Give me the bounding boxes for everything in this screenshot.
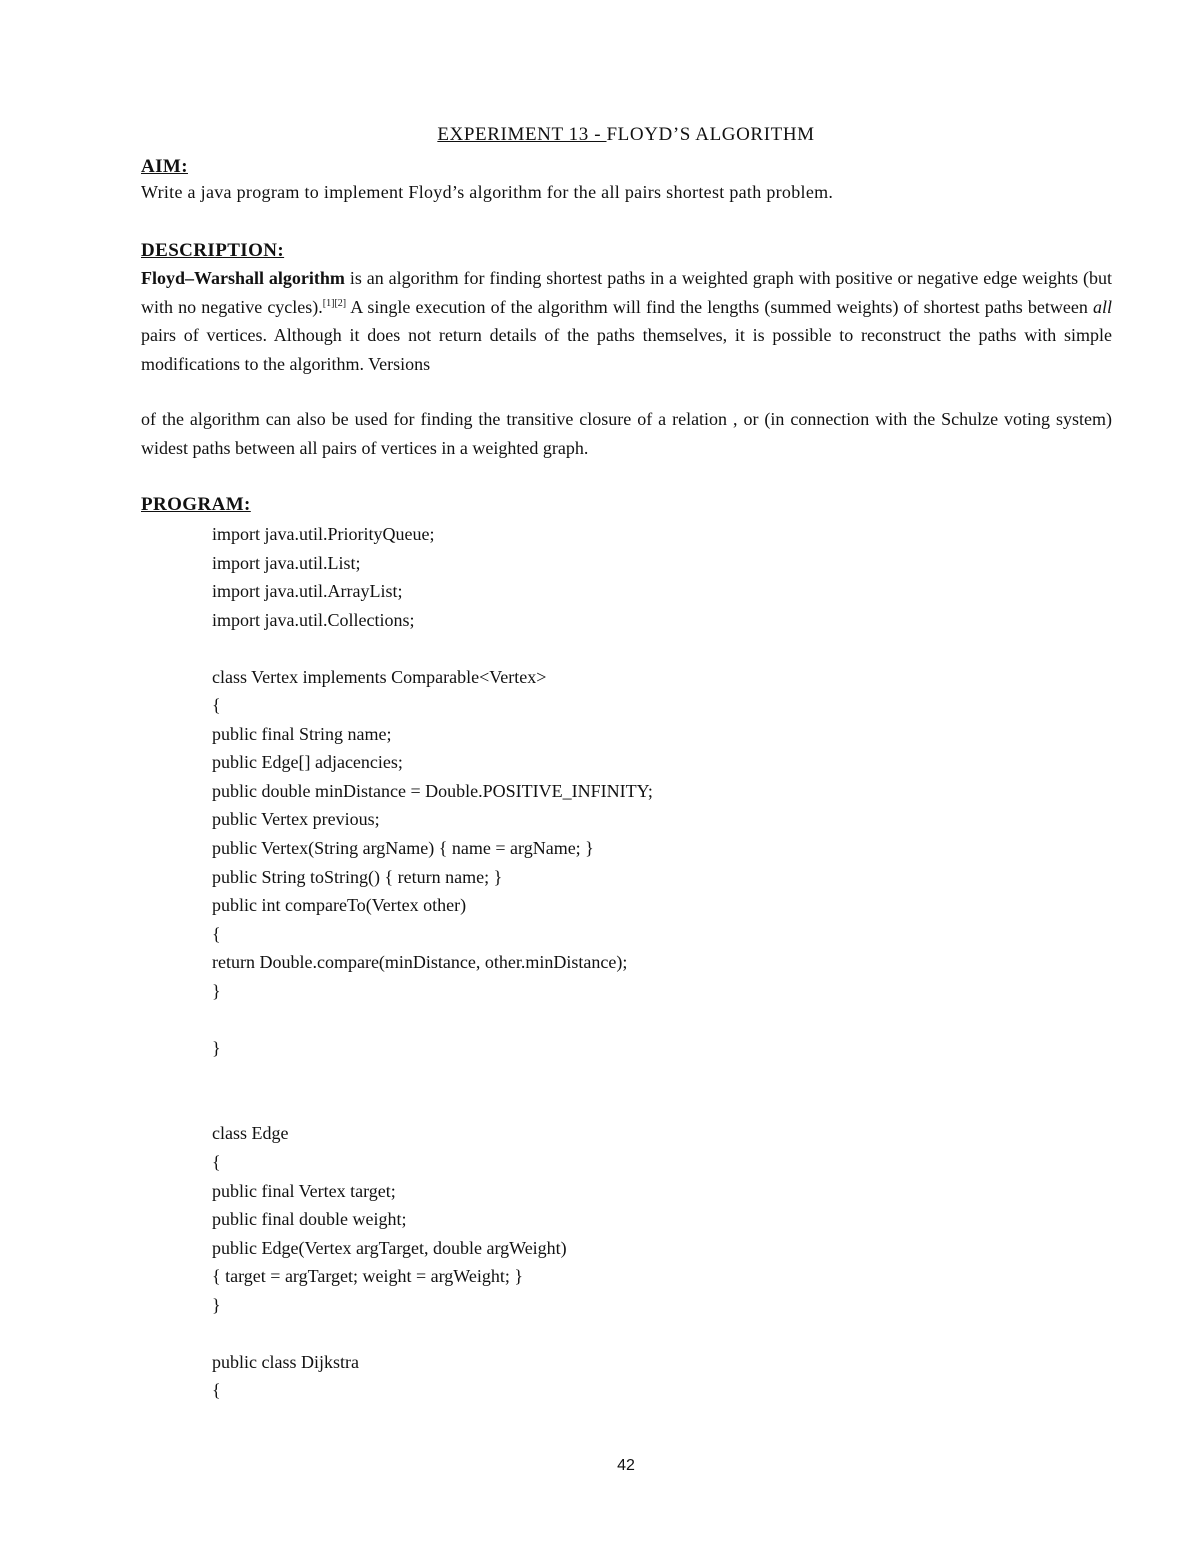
code-line: import java.util.ArrayList; <box>212 581 403 602</box>
code-line <box>212 1062 653 1091</box>
code-line: { <box>212 695 221 716</box>
citation-refs: [1][2] <box>322 297 347 309</box>
code-line: } <box>212 1037 221 1058</box>
description-text-c: pairs of vertices. Although it does not return details of the paths themselves, it is possible to reconstruct the paths with simple modifications to the algorithm. Versions <box>141 325 1112 374</box>
algorithm-name: Floyd–Warshall algorithm <box>141 268 345 288</box>
code-line: class Edge <box>212 1123 289 1144</box>
code-line <box>212 634 653 663</box>
description-paragraph-2: of the algorithm can also be used for finding the transitive closure of a relation , or (in connection with the Schulze voting system) widest paths between all pairs of vertices in a weighted graph. <box>141 409 1112 458</box>
code-line: public Edge[] adjacencies; <box>212 752 403 773</box>
description-text-b: A single execution of the algorithm will find the lengths (summed weights) of shortest paths between <box>346 296 1093 317</box>
code-line: { target = argTarget; weight = argWeight; } <box>212 1266 523 1287</box>
code-line <box>212 1091 653 1120</box>
code-line: public final String name; <box>212 723 392 744</box>
code-line: public class Dijkstra <box>212 1351 359 1372</box>
code-line: public final Vertex target; <box>212 1180 396 1201</box>
code-line: import java.util.PriorityQueue; <box>212 524 435 544</box>
page-title <box>0 124 1200 146</box>
description-paragraph-1 <box>141 264 1112 378</box>
aim-text: Write a java program to implement Floyd’s algorithm for the all pairs shortest path problem. <box>141 182 834 202</box>
code-line: class Vertex implements Comparable<Vertex> <box>212 666 547 687</box>
code-line: public Edge(Vertex argTarget, double argWeight) <box>212 1237 567 1258</box>
program-code <box>212 520 653 1405</box>
code-line: { <box>212 1152 221 1173</box>
code-line: public final double weight; <box>212 1209 407 1230</box>
code-line: public int compareTo(Vertex other) <box>212 895 467 916</box>
code-line: public String toString() { return name; } <box>212 866 503 887</box>
code-line <box>212 1319 653 1348</box>
aim-heading: AIM: <box>141 156 188 177</box>
code-line: } <box>212 980 221 1001</box>
title-rest: FLOYD’S ALGORITHM <box>606 124 815 145</box>
code-line: public Vertex previous; <box>212 809 380 830</box>
description-text-a: is an algorithm for finding shortest paths in a weighted graph with positive or negative edge weights (but with no negative cycles). <box>141 268 1113 317</box>
page-number: 42 <box>617 1457 635 1474</box>
title-underlined-part: EXPERIMENT 13 - <box>437 124 607 145</box>
code-line: public double minDistance = Double.POSITIVE_INFINITY; <box>212 780 653 801</box>
code-line: return Double.compare(minDistance, other.minDistance); <box>212 952 628 973</box>
code-line: { <box>212 1380 221 1401</box>
emphasis-all: all <box>1092 296 1112 317</box>
description-heading: DESCRIPTION: <box>141 240 285 261</box>
code-line: import java.util.Collections; <box>212 609 415 630</box>
code-line: } <box>212 1294 221 1315</box>
program-heading: PROGRAM: <box>141 494 251 515</box>
code-line: import java.util.List; <box>212 552 361 573</box>
code-line: { <box>212 923 221 944</box>
code-line: public Vertex(String argName) { name = argName; } <box>212 838 594 859</box>
code-line <box>212 1005 653 1034</box>
